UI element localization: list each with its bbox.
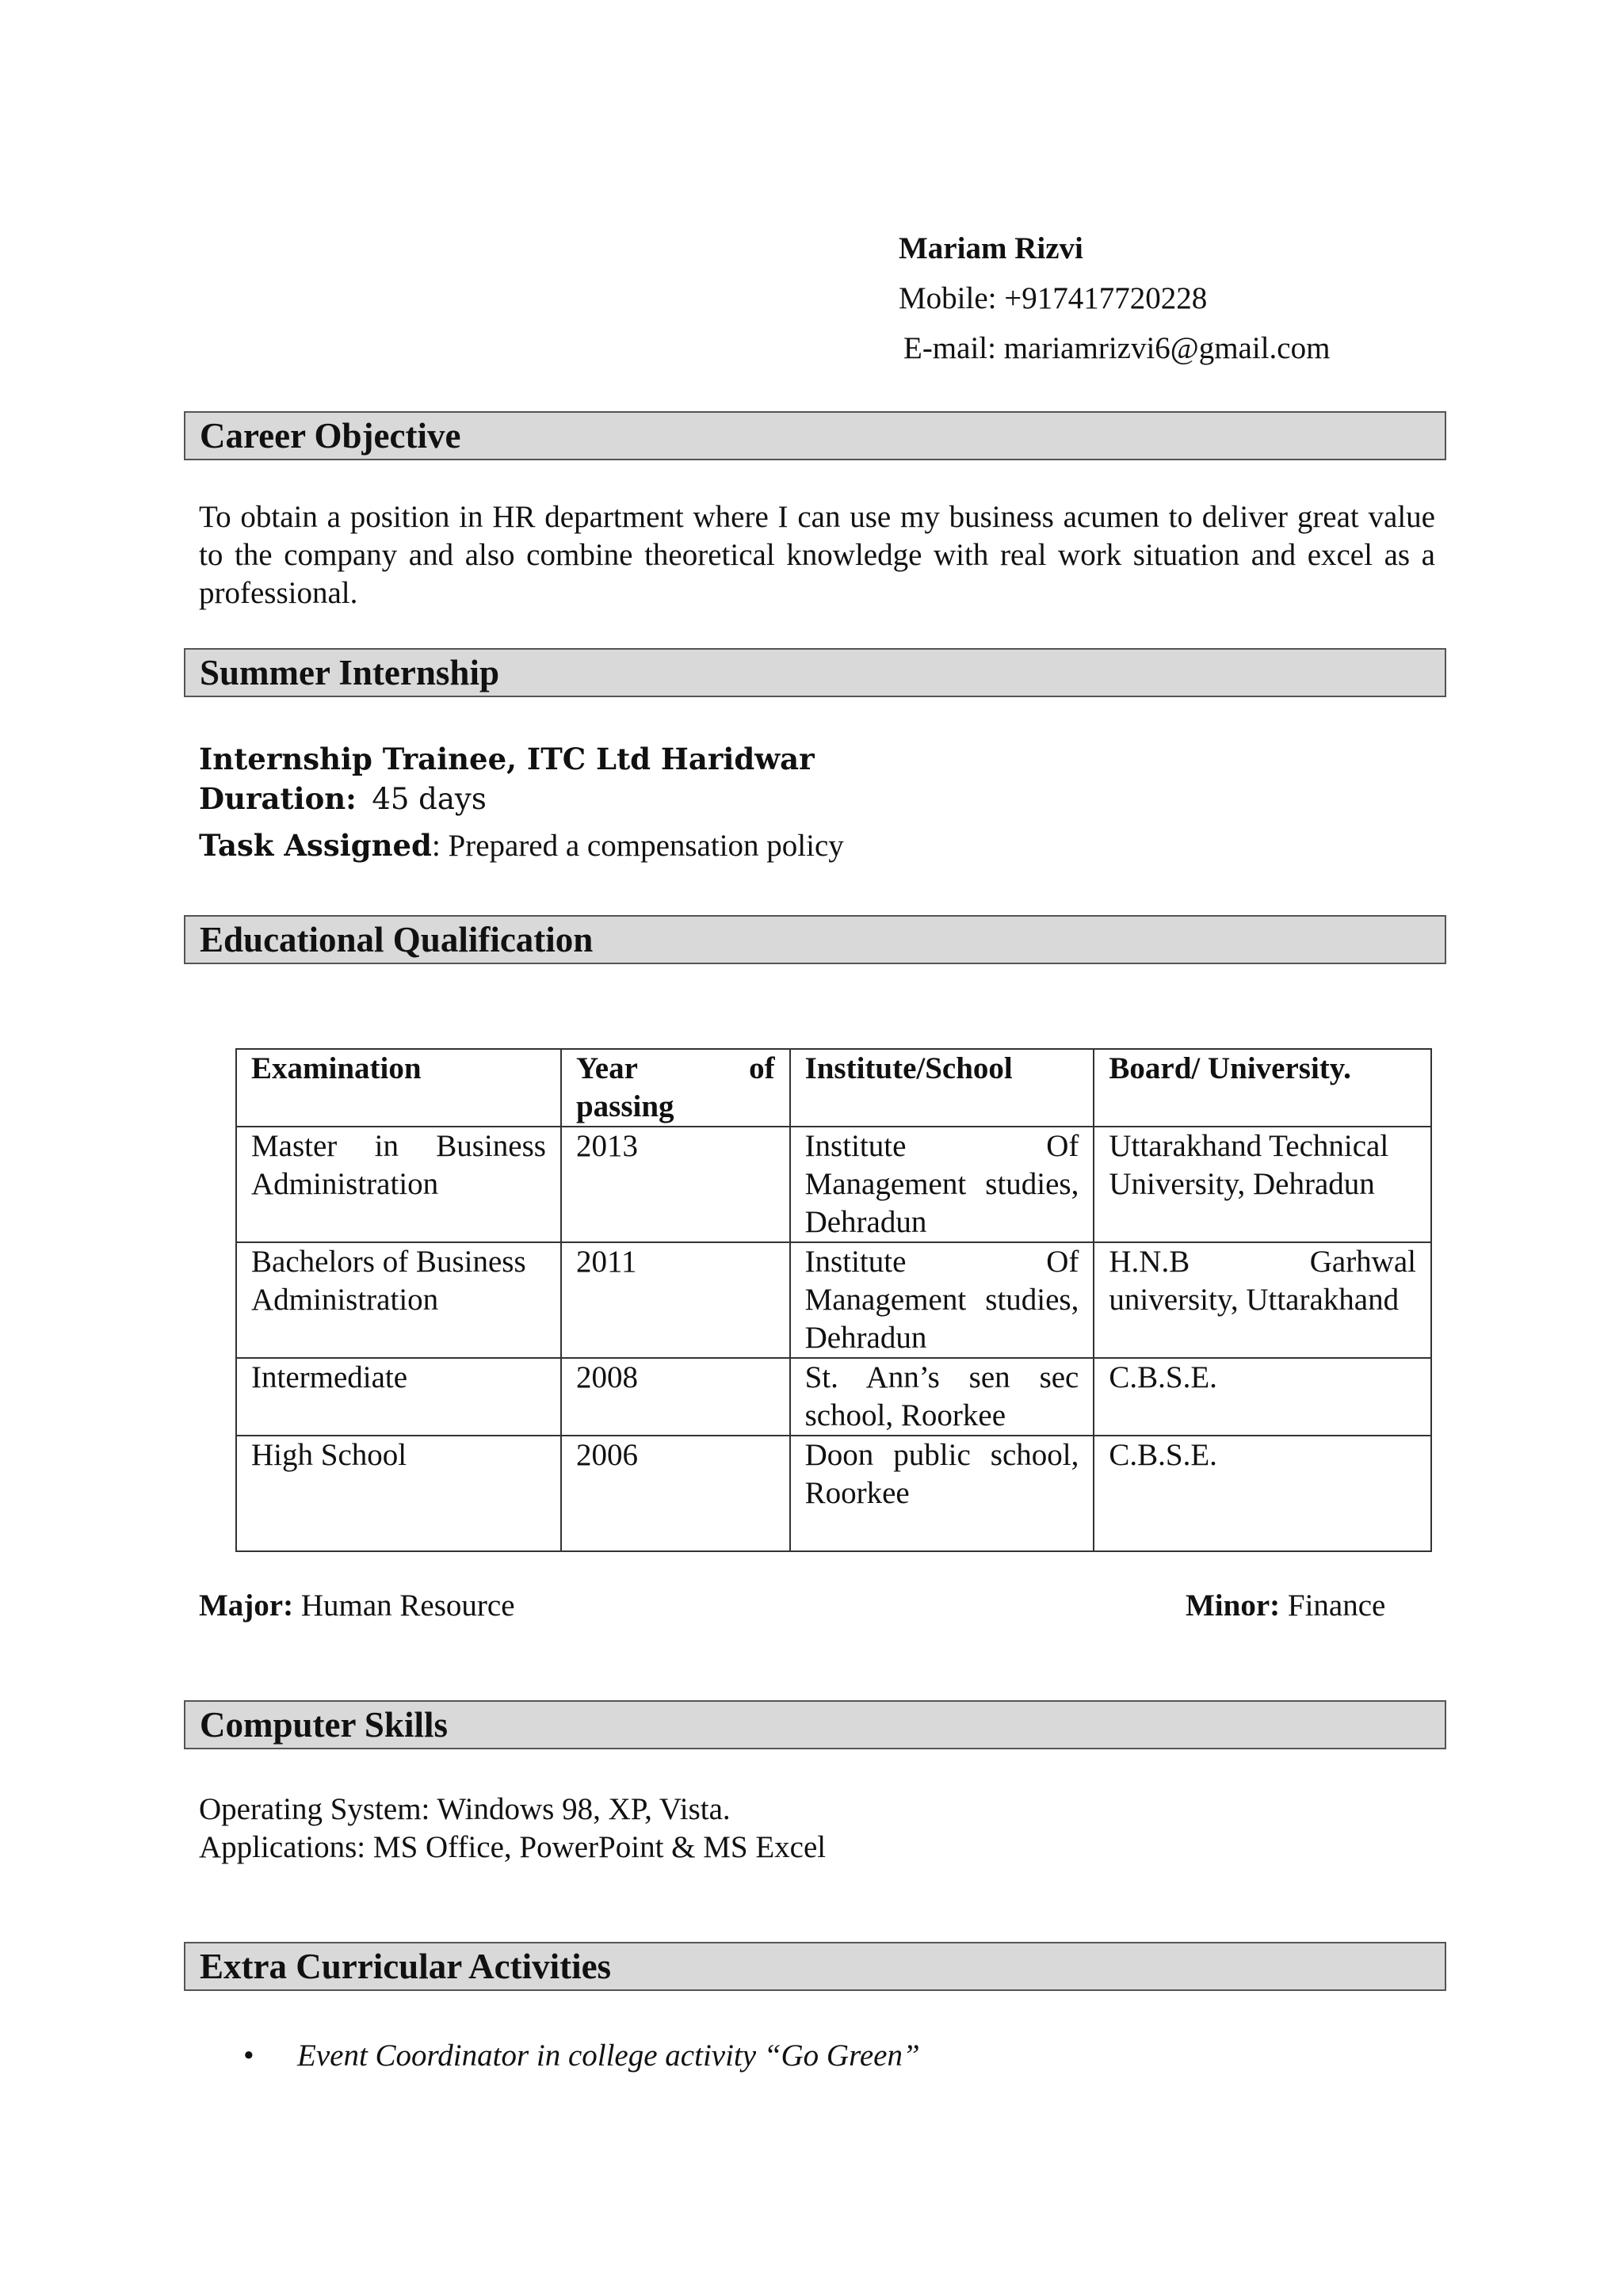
email-address: E-mail: mariamrizvi6@gmail.com: [903, 331, 1331, 365]
minor-line: [1186, 1586, 1385, 1626]
major-label: Major:: [199, 1589, 294, 1623]
internship-task: [199, 826, 844, 866]
minor-label: Minor:: [1186, 1589, 1281, 1623]
cell-institute: St. Ann’s sen sec school, Roorkee: [790, 1358, 1094, 1436]
cell-institute: Institute Of Management studies, Dehradun: [790, 1242, 1094, 1358]
major-line: [199, 1586, 515, 1626]
cell-year: 2011: [561, 1242, 790, 1358]
applications-line: Applications: MS Office, PowerPoint & MS Excel: [199, 1830, 827, 1864]
cell-board: C.B.S.E.: [1094, 1436, 1431, 1551]
duration-value: 45 days: [372, 782, 487, 816]
cell-examination: Master in Business Administration: [236, 1127, 561, 1242]
cell-year: 2013: [561, 1127, 790, 1242]
cell-board: C.B.S.E.: [1094, 1358, 1431, 1436]
education-header-row: [236, 1049, 1431, 1127]
internship-duration: [199, 779, 487, 819]
career-objective-text: To obtain a position in HR department where I can use my business acumen to deliver great value to the company and also combine theoretical knowledge with real work situation and excel as a professional.: [199, 500, 1435, 610]
section-summer-internship: Summer Internship: [184, 648, 1446, 697]
table-row: [236, 1127, 1431, 1242]
internship-title: Internship Trainee, ITC Ltd Haridwar: [199, 742, 815, 776]
header-board: Board/ University.: [1094, 1049, 1431, 1127]
cell-examination: Bachelors of Business Administration: [236, 1242, 561, 1358]
section-computer-skills: Computer Skills: [184, 1700, 1446, 1749]
cell-examination: High School: [236, 1436, 561, 1551]
duration-label: Duration:: [199, 781, 357, 816]
education-table: [235, 1048, 1432, 1552]
bullet-icon: •: [243, 2039, 254, 2073]
header-year: Year of passing: [561, 1049, 790, 1127]
cell-board: Uttarakhand Technical University, Dehradun: [1094, 1127, 1431, 1242]
contact-block: [899, 223, 1330, 373]
operating-system-line: Operating System: Windows 98, XP, Vista.: [199, 1792, 731, 1826]
table-row: [236, 1436, 1431, 1551]
minor-value: Finance: [1287, 1589, 1386, 1623]
header-institute: Institute/School: [790, 1049, 1094, 1127]
computer-skills-text: [199, 1791, 826, 1867]
cell-year: 2006: [561, 1436, 790, 1551]
section-career-objective: Career Objective: [184, 411, 1446, 460]
activity-text: Event Coordinator in college activity “Go Green”: [297, 2039, 920, 2073]
header-examination: Examination: [236, 1049, 561, 1127]
task-value: : Prepared a compensation policy: [431, 829, 844, 863]
section-educational-qualification: Educational Qualification: [184, 915, 1446, 964]
cell-institute: Institute Of Management studies, Dehradun: [790, 1127, 1094, 1242]
major-value: Human Resource: [300, 1589, 515, 1623]
table-row: [236, 1358, 1431, 1436]
mobile-number: Mobile: +917417720228: [899, 281, 1208, 315]
cell-board: H.N.B Garhwal university, Uttarakhand: [1094, 1242, 1431, 1358]
activities-list: [243, 2036, 920, 2076]
section-extra-curricular: Extra Curricular Activities: [184, 1942, 1446, 1991]
cell-institute: Doon public school, Roorkee: [790, 1436, 1094, 1551]
cell-year: 2008: [561, 1358, 790, 1436]
candidate-name: Mariam Rizvi: [899, 231, 1083, 265]
list-item: [243, 2036, 920, 2076]
table-row: [236, 1242, 1431, 1358]
cell-examination: Intermediate: [236, 1358, 561, 1436]
task-label: Task Assigned: [199, 828, 432, 863]
